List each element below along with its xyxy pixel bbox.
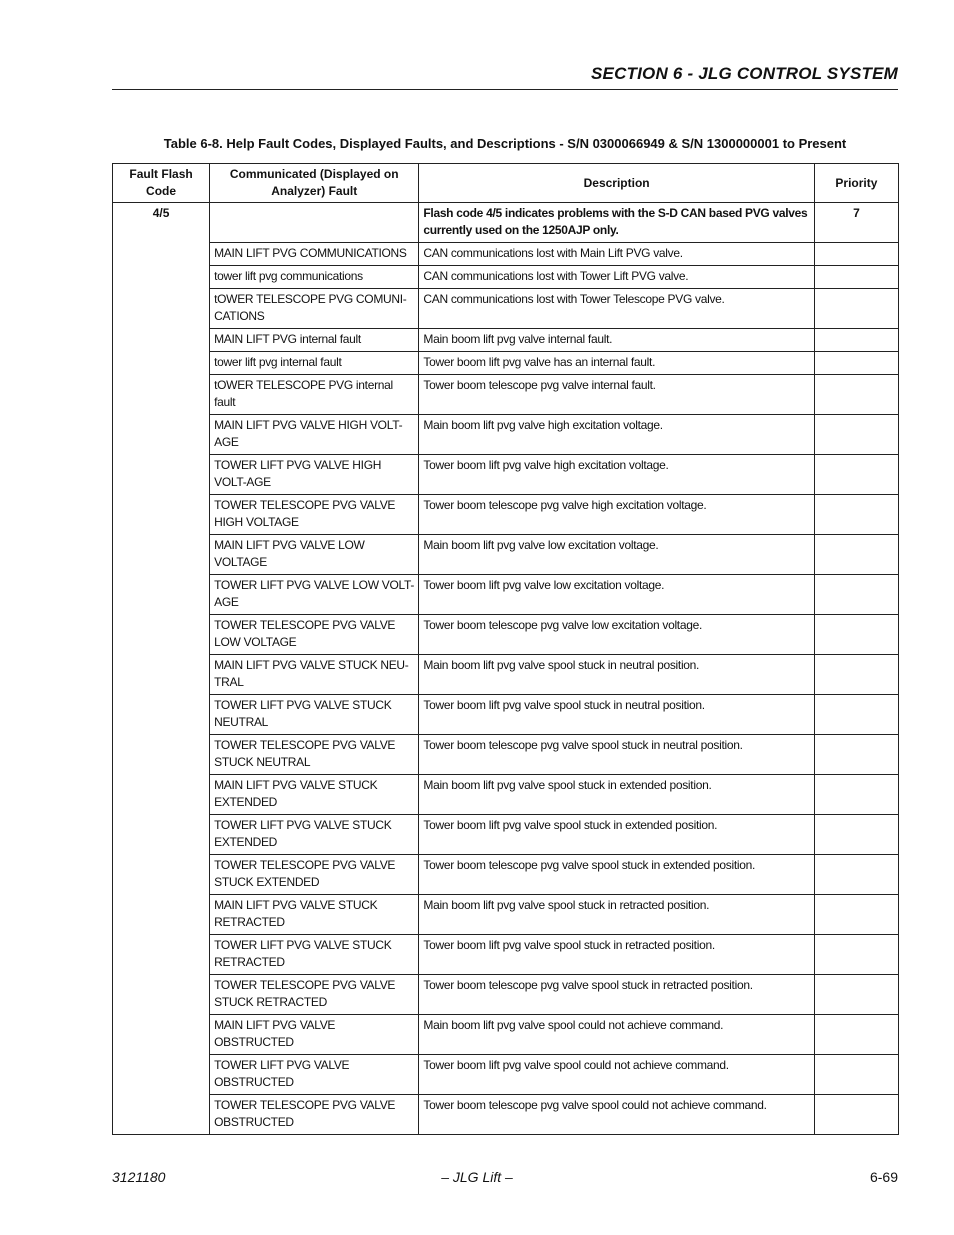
- fault-name: MAIN LIFT PVG VALVE STUCK NEU-TRAL: [210, 655, 419, 695]
- fault-flash-code: 4/5: [113, 203, 210, 1135]
- table-row: [113, 266, 899, 289]
- column-header-priority: Priority: [814, 164, 898, 203]
- footer-center-text: – JLG Lift –: [441, 1169, 513, 1185]
- table-row: [113, 695, 899, 735]
- fault-priority: [814, 455, 898, 495]
- fault-name: TOWER LIFT PVG VALVE STUCK NEUTRAL: [210, 695, 419, 735]
- group-row: [113, 203, 899, 243]
- table-row: [113, 495, 899, 535]
- table-row: [113, 1015, 899, 1055]
- table-row: [113, 352, 899, 375]
- table-row: [113, 735, 899, 775]
- fault-priority: [814, 695, 898, 735]
- fault-priority: [814, 329, 898, 352]
- table-row: [113, 455, 899, 495]
- table-caption: Table 6-8. Help Fault Codes, Displayed Faults, and Descriptions - S/N 0300066949 & S/N 1300000001 to Present: [163, 136, 847, 151]
- header-divider: [112, 89, 898, 90]
- fault-codes-table: [112, 163, 899, 1135]
- group-fault-cell: [210, 203, 419, 243]
- fault-priority: [814, 415, 898, 455]
- fault-description: Tower boom telescope pvg valve spool stuck in neutral position.: [419, 735, 815, 775]
- fault-description: Main boom lift pvg valve spool stuck in retracted position.: [419, 895, 815, 935]
- fault-priority: [814, 535, 898, 575]
- table-row: [113, 1095, 899, 1135]
- fault-name: MAIN LIFT PVG VALVE LOW VOLTAGE: [210, 535, 419, 575]
- table-row: [113, 535, 899, 575]
- fault-description: Tower boom telescope pvg valve spool could not achieve command.: [419, 1095, 815, 1135]
- table-row: [113, 935, 899, 975]
- fault-description: Main boom lift pvg valve internal fault.: [419, 329, 815, 352]
- table-row: [113, 329, 899, 352]
- fault-name: tower lift pvg communications: [210, 266, 419, 289]
- fault-description: Tower boom lift pvg valve high excitation voltage.: [419, 455, 815, 495]
- fault-description: Main boom lift pvg valve low excitation voltage.: [419, 535, 815, 575]
- footer-page-number: 6-69: [869, 1169, 898, 1185]
- fault-name: TOWER LIFT PVG VALVE OBSTRUCTED: [210, 1055, 419, 1095]
- fault-priority: [814, 895, 898, 935]
- fault-priority: [814, 615, 898, 655]
- fault-name: tOWER TELESCOPE PVG internal fault: [210, 375, 419, 415]
- table-row: [113, 815, 899, 855]
- fault-priority: [814, 975, 898, 1015]
- column-header-description: Description: [419, 164, 815, 203]
- fault-name: TOWER TELESCOPE PVG VALVE HIGH VOLTAGE: [210, 495, 419, 535]
- fault-priority: [814, 815, 898, 855]
- group-description: Flash code 4/5 indicates problems with the S-D CAN based PVG valves currently used on the 1250AJP only.: [419, 203, 815, 243]
- footer-doc-number: 3121180: [112, 1169, 166, 1185]
- fault-description: Tower boom lift pvg valve spool stuck in neutral position.: [419, 695, 815, 735]
- table-row: [113, 895, 899, 935]
- fault-name: MAIN LIFT PVG VALVE STUCK EXTENDED: [210, 775, 419, 815]
- fault-priority: [814, 1055, 898, 1095]
- fault-description: Main boom lift pvg valve spool could not achieve command.: [419, 1015, 815, 1055]
- fault-description: Tower boom telescope pvg valve internal fault.: [419, 375, 815, 415]
- table-row: [113, 975, 899, 1015]
- table-row: [113, 415, 899, 455]
- fault-name: TOWER LIFT PVG VALVE LOW VOLT-AGE: [210, 575, 419, 615]
- fault-description: CAN communications lost with Tower Telescope PVG valve.: [419, 289, 815, 329]
- fault-priority: [814, 935, 898, 975]
- fault-description: Tower boom lift pvg valve has an internal fault.: [419, 352, 815, 375]
- fault-name: MAIN LIFT PVG VALVE STUCK RETRACTED: [210, 895, 419, 935]
- table-row: [113, 289, 899, 329]
- fault-description: Tower boom lift pvg valve spool stuck in extended position.: [419, 815, 815, 855]
- fault-description: Tower boom lift pvg valve spool could not achieve command.: [419, 1055, 815, 1095]
- table-body: [113, 203, 899, 1135]
- fault-description: CAN communications lost with Tower Lift PVG valve.: [419, 266, 815, 289]
- table-row: [113, 243, 899, 266]
- column-header-fault: Communicated (Displayed on Analyzer) Fault: [210, 164, 419, 203]
- table-row: [113, 575, 899, 615]
- fault-description: Tower boom telescope pvg valve high excitation voltage.: [419, 495, 815, 535]
- fault-name: MAIN LIFT PVG COMMUNICATIONS: [210, 243, 419, 266]
- fault-name: MAIN LIFT PVG internal fault: [210, 329, 419, 352]
- fault-description: Tower boom lift pvg valve spool stuck in retracted position.: [419, 935, 815, 975]
- fault-name: TOWER LIFT PVG VALVE HIGH VOLT-AGE: [210, 455, 419, 495]
- fault-description: Tower boom telescope pvg valve spool stuck in extended position.: [419, 855, 815, 895]
- table-row: [113, 615, 899, 655]
- fault-priority: [814, 1015, 898, 1055]
- fault-priority: [814, 375, 898, 415]
- table-row: [113, 375, 899, 415]
- table-row: [113, 855, 899, 895]
- fault-description: Main boom lift pvg valve high excitation voltage.: [419, 415, 815, 455]
- group-priority: 7: [814, 203, 898, 243]
- fault-priority: [814, 266, 898, 289]
- fault-description: Main boom lift pvg valve spool stuck in neutral position.: [419, 655, 815, 695]
- fault-priority: [814, 243, 898, 266]
- fault-name: TOWER TELESCOPE PVG VALVE STUCK RETRACTED: [210, 975, 419, 1015]
- fault-name: TOWER LIFT PVG VALVE STUCK EXTENDED: [210, 815, 419, 855]
- fault-priority: [814, 775, 898, 815]
- table-header-row: [113, 164, 899, 203]
- fault-priority: [814, 575, 898, 615]
- fault-priority: [814, 289, 898, 329]
- fault-description: Tower boom telescope pvg valve spool stuck in retracted position.: [419, 975, 815, 1015]
- fault-description: Tower boom lift pvg valve low excitation voltage.: [419, 575, 815, 615]
- fault-name: TOWER TELESCOPE PVG VALVE STUCK EXTENDED: [210, 855, 419, 895]
- fault-priority: [814, 735, 898, 775]
- fault-name: TOWER TELESCOPE PVG VALVE STUCK NEUTRAL: [210, 735, 419, 775]
- fault-name: TOWER TELESCOPE PVG VALVE LOW VOLTAGE: [210, 615, 419, 655]
- fault-priority: [814, 352, 898, 375]
- fault-priority: [814, 1095, 898, 1135]
- fault-name: MAIN LIFT PVG VALVE HIGH VOLT-AGE: [210, 415, 419, 455]
- fault-priority: [814, 855, 898, 895]
- fault-name: TOWER LIFT PVG VALVE STUCK RETRACTED: [210, 935, 419, 975]
- fault-description: Main boom lift pvg valve spool stuck in extended position.: [419, 775, 815, 815]
- fault-description: Tower boom telescope pvg valve low excitation voltage.: [419, 615, 815, 655]
- table-row: [113, 775, 899, 815]
- fault-name: tower lift pvg internal fault: [210, 352, 419, 375]
- fault-name: MAIN LIFT PVG VALVE OBSTRUCTED: [210, 1015, 419, 1055]
- fault-priority: [814, 495, 898, 535]
- column-header-code: Fault Flash Code: [113, 164, 210, 203]
- table-row: [113, 655, 899, 695]
- fault-name: TOWER TELESCOPE PVG VALVE OBSTRUCTED: [210, 1095, 419, 1135]
- fault-description: CAN communications lost with Main Lift PVG valve.: [419, 243, 815, 266]
- fault-name: tOWER TELESCOPE PVG COMUNI-CATIONS: [210, 289, 419, 329]
- section-header: SECTION 6 - JLG CONTROL SYSTEM: [591, 64, 898, 83]
- fault-priority: [814, 655, 898, 695]
- table-row: [113, 1055, 899, 1095]
